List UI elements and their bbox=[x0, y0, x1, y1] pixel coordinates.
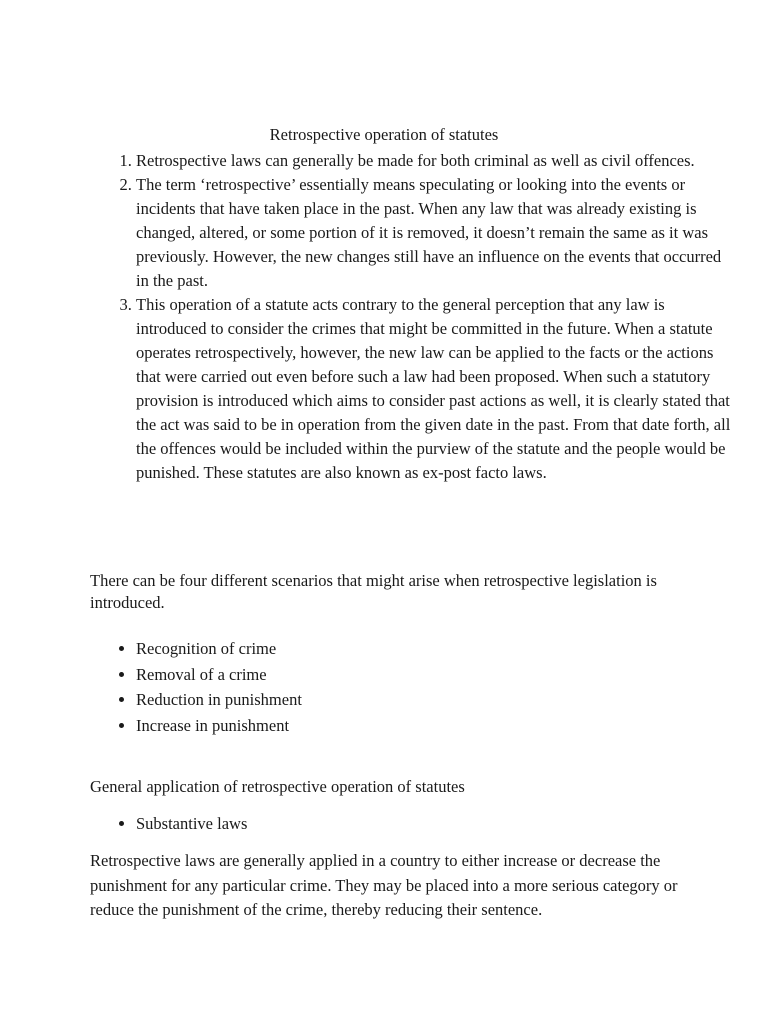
closing-paragraph: Retrospective laws are generally applied in a country to either increase or decrease the punishment for any particular crime. They may be placed into a more serious category or reduce the punishment of the crime, thereby reducing their sentence. bbox=[90, 851, 678, 919]
numbered-item: 1. Retrospective laws can generally be made for both criminal as well as civil offences. bbox=[136, 149, 736, 173]
document-title: Retrospective operation of statutes bbox=[269, 125, 499, 144]
scenario-item: • Removal of a crime bbox=[136, 662, 736, 688]
scenario-item: • Recognition of crime bbox=[136, 636, 736, 662]
scenario-item: • Reduction in punishment bbox=[136, 687, 736, 713]
numbered-item: 2. The term ‘retrospective’ essentially means speculating or looking into the events or incidents that have taken place in the past. When any law that was already existing is changed, altered, or some portion of it is removed, it doesn’t remain the same as it was previously. However, the new changes still have an influence on the events that occurred in the past. bbox=[136, 173, 736, 293]
scenario-item: • Increase in punishment bbox=[136, 713, 736, 739]
numbered-list bbox=[90, 149, 736, 485]
section-heading: General application of retrospective operation of statutes bbox=[90, 777, 465, 796]
numbered-item: 3. This operation of a statute acts contrary to the general perception that any law is introduced to consider the crimes that might be committed in the future. When a statute operates retrospectively, however, the new law can be applied to the facts or the actions that were carried out even before such a law had been proposed. When such a statutory provision is introduced which aims to consider past actions as well, it is clearly stated that the act was said to be in operation from the given date in the past. From that date forth, all the offences would be included within the purview of the statute and the people would be punished. These statutes are also known as ex-post facto laws. bbox=[136, 293, 736, 485]
intro-paragraph: There can be four different scenarios that might arise when retrospective legislation is introduced. bbox=[90, 571, 657, 612]
scenarios-list bbox=[90, 636, 736, 738]
sub-bullet-list bbox=[90, 811, 736, 837]
sub-bullet-item: • Substantive laws bbox=[136, 811, 736, 837]
